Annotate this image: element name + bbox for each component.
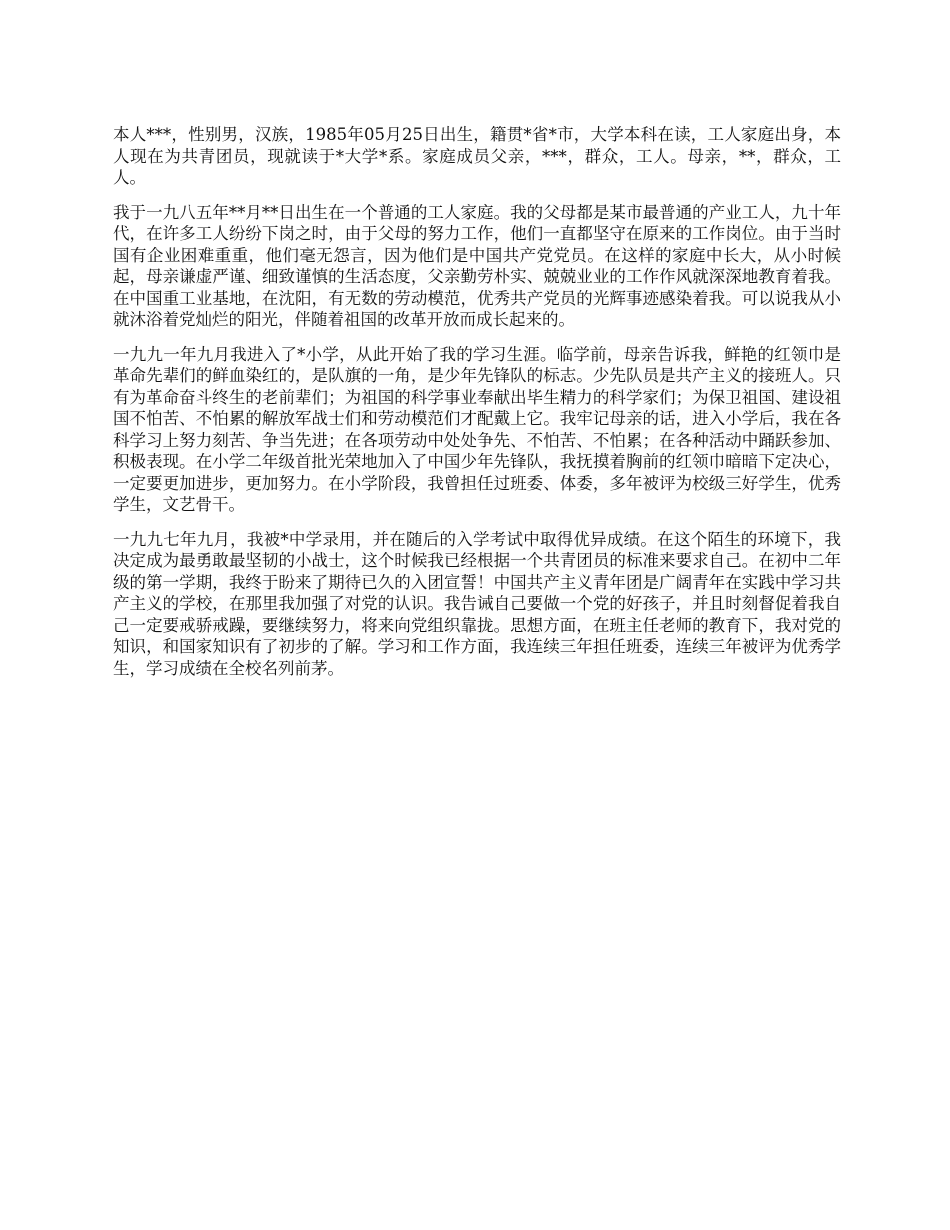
paragraph-middle-school: 一九九七年九月，我被*中学录用，并在随后的入学考试中取得优异成绩。在这个陌生的环境下，我决定成为最勇敢最坚韧的小战士，这个时候我已经根据一个共青团员的标准来要求自己。在初中二年级的第一学期，我终于盼来了期待已久的入团宣誓！中国共产主义青年团是广阔青年在实践中学习共产主义的学校，在那里我加强了对党的认识。我告诫自己要做一个党的好孩子，并且时刻督促着我自己一定要戒骄戒躁，要继续努力，将来向党组织靠拢。思想方面，在班主任老师的教育下，我对党的知识，和国家知识有了初步的了解。学习和工作方面，我连续三年担任班委，连续三年被评为优秀学生，学习成绩在全校名列前茅。 — [113, 529, 841, 678]
paragraph-family-background: 我于一九八五年**月**日出生在一个普通的工人家庭。我的父母都是某市最普通的产业工人，九十年代，在许多工人纷纷下岗之时，由于父母的努力工作，他们一直都坚守在原来的工作岗位。由于当时国有企业困难重重，他们毫无怨言，因为他们是中国共产党党员。在这样的家庭中长大，从小时候起，母亲谦虚严谨、细致谨慎的生活态度，父亲勤劳朴实、兢兢业业的工作作风就深深地教育着我。在中国重工业基地，在沈阳，有无数的劳动模范，优秀共产党员的光辉事迹感染着我。可以说我从小就沐浴着党灿烂的阳光，伴随着祖国的改革开放而成长起来的。 — [113, 202, 841, 329]
paragraph-personal-info: 本人***，性别男，汉族，1985年05月25日出生，籍贯*省*市，大学本科在读，工人家庭出身，本人现在为共青团员，现就读于*大学*系。家庭成员父亲，***，群众，工人。母亲，**，群众，工人。 — [113, 125, 841, 187]
document-body — [113, 124, 841, 692]
paragraph-primary-school: 一九九一年九月我进入了*小学，从此开始了我的学习生涯。临学前，母亲告诉我，鲜艳的红领巾是革命先辈们的鲜血染红的，是队旗的一角，是少年先锋队的标志。少先队员是共产主义的接班人。只有为革命奋斗终生的老前辈们；为祖国的科学事业奉献出毕生精力的科学家们；为保卫祖国、建设祖国不怕苦、不怕累的解放军战士们和劳动模范们才配戴上它。我牢记母亲的话，进入小学后，我在各科学习上努力刻苦、争当先进；在各项劳动中处处争先、不怕苦、不怕累；在各种活动中踊跃参加、积极表现。在小学二年级首批光荣地加入了中国少年先锋队，我抚摸着胸前的红领巾暗暗下定决心，一定要更加进步，更加努力。在小学阶段，我曾担任过班委、体委，多年被评为校级三好学生，优秀学生，文艺骨干。 — [113, 344, 841, 514]
